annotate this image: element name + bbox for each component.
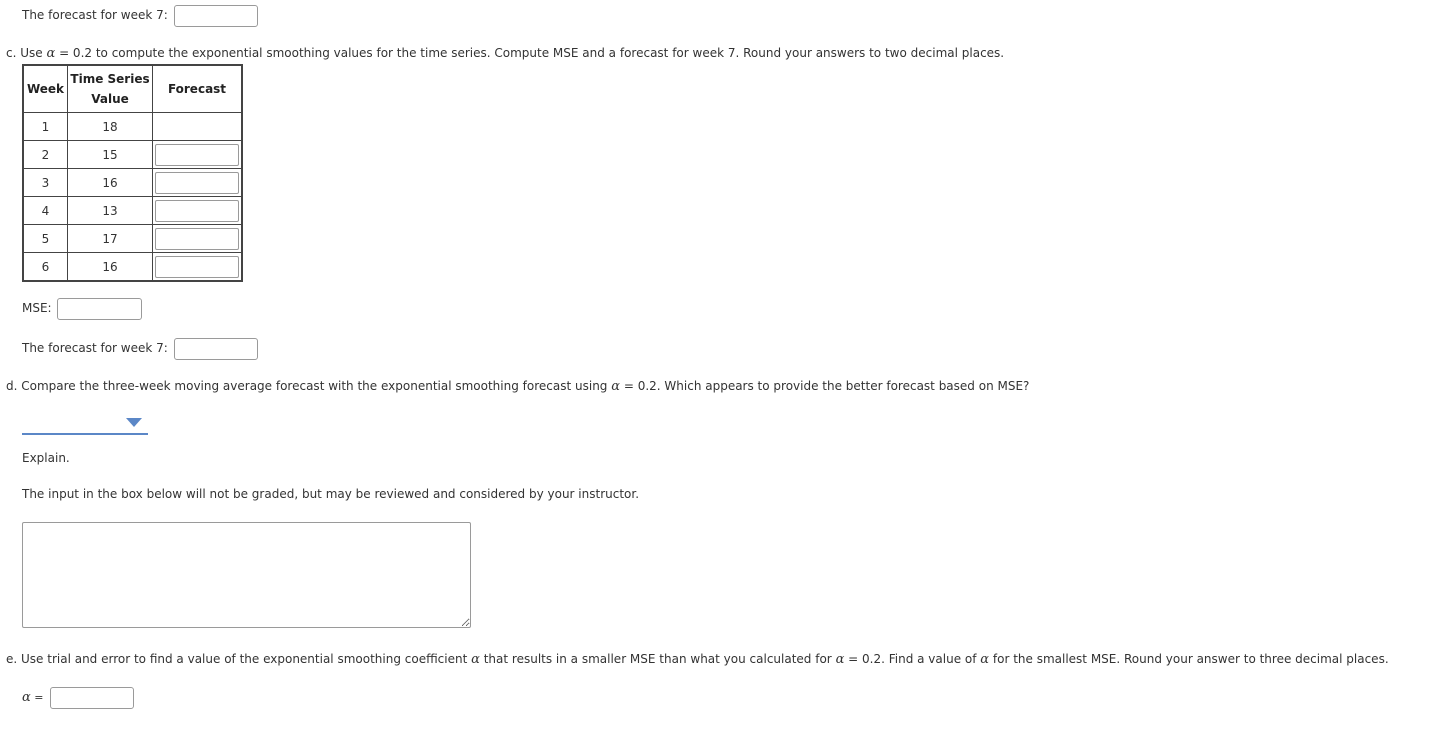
week7-forecast-label-b: The forecast for week 7: [22,8,168,22]
forecast-input-week-3[interactable] [155,172,239,194]
part-d-question [6,379,1029,394]
week7-forecast-label-c: The forecast for week 7: [22,341,168,355]
table-row [23,197,242,225]
mse-input[interactable] [57,298,142,320]
part-e-prefix: e. Use trial and error to find a value of the exponential smoothing coefficient [6,652,472,666]
alpha-symbol: α [22,690,31,705]
forecast-input-week-4[interactable] [155,200,239,222]
value-cell: 18 [68,113,153,141]
mse-label: MSE: [22,301,52,315]
time-series-value-column-header [68,65,153,113]
week-cell: 4 [23,197,68,225]
alpha-answer-label [22,690,44,705]
forecast-cell [153,169,243,197]
part-d-suffix: = 0.2. Which appears to provide the better forecast based on MSE? [620,379,1030,393]
forecast-cell-empty [153,113,243,141]
chevron-down-icon [126,418,142,427]
forecast-input-week-5[interactable] [155,228,239,250]
explain-label: Explain. [22,451,70,465]
alpha-symbol: α [471,652,480,667]
table-row [23,113,242,141]
week-cell: 5 [23,225,68,253]
part-e-middle2: = 0.2. Find a value of [844,652,981,666]
forecast-column-header: Forecast [153,65,243,113]
alpha-symbol: α [835,652,845,667]
part-c-question [6,46,1004,61]
part-e-question [6,652,1389,667]
value-cell: 16 [68,169,153,197]
table-row [23,169,242,197]
forecast-cell [153,225,243,253]
alpha-input[interactable] [50,687,134,709]
part-e-suffix: for the smallest MSE. Round your answer to three decimal places. [989,652,1389,666]
forecast-input-week-2[interactable] [155,144,239,166]
forecast-cell [153,197,243,225]
forecast-input-week-6[interactable] [155,256,239,278]
week-cell: 1 [23,113,68,141]
week7-forecast-input-c[interactable] [174,338,258,360]
part-e-middle: that results in a smaller MSE than what you calculated for [479,652,836,666]
part-c-text: = 0.2 to compute the exponential smoothing values for the time series. Compute MSE and a forecast for week 7. Round your answers to two decimal places. [55,46,1005,60]
table-row [23,141,242,169]
explain-note: The input in the box below will not be graded, but may be reviewed and considered by your instructor. [22,487,640,501]
part-d-prefix: d. Compare the three-week moving average forecast with the exponential smoothing forecast using [6,379,612,393]
equals-sign: = [30,691,44,704]
table-row [23,253,242,282]
explain-textarea[interactable] [22,522,471,628]
value-cell: 17 [68,225,153,253]
forecast-cell [153,253,243,282]
tsv-header-line1: Time Series [70,72,150,86]
week-cell: 2 [23,141,68,169]
week7-forecast-input-b[interactable] [174,5,258,27]
part-c-prefix: c. Use [6,46,47,60]
value-cell: 15 [68,141,153,169]
forecast-cell [153,141,243,169]
week-column-header: Week [23,65,68,113]
alpha-symbol: α [46,46,56,61]
value-cell: 13 [68,197,153,225]
value-cell: 16 [68,253,153,282]
week-cell: 3 [23,169,68,197]
table-row [23,225,242,253]
tsv-header-line2: Value [91,92,129,106]
exponential-smoothing-table [22,64,243,282]
alpha-symbol: α [980,652,990,667]
better-forecast-select[interactable] [22,412,148,435]
alpha-symbol: α [611,379,621,394]
week-cell: 6 [23,253,68,282]
